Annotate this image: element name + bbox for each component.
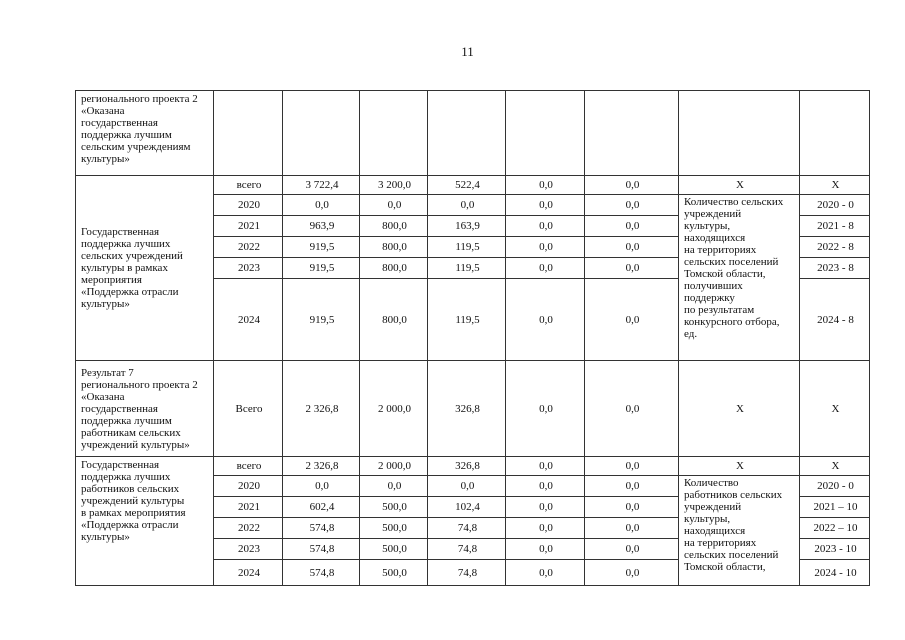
total-cell: 0,0 <box>283 476 360 497</box>
year-cell: всего <box>214 176 283 195</box>
other-cell: 0,0 <box>585 361 679 457</box>
other-cell: 0,0 <box>585 216 679 237</box>
regional-cell: 74,8 <box>428 518 506 539</box>
indicator-cell: X <box>679 457 800 476</box>
federal-cell: 800,0 <box>360 237 428 258</box>
table-row <box>76 91 870 176</box>
federal-cell: 800,0 <box>360 279 428 361</box>
local-cell: 0,0 <box>506 279 585 361</box>
federal-cell: 2 000,0 <box>360 457 428 476</box>
local-cell: 0,0 <box>506 176 585 195</box>
year-cell: Всего <box>214 361 283 457</box>
indicator-cell: X <box>679 361 800 457</box>
other-cell: 0,0 <box>585 457 679 476</box>
total-cell: 919,5 <box>283 237 360 258</box>
regional-cell: 0,0 <box>428 476 506 497</box>
target-cell: 2020 - 0 <box>800 476 870 497</box>
regional-cell: 522,4 <box>428 176 506 195</box>
indicator-cell: X <box>679 176 800 195</box>
year-cell: 2021 <box>214 497 283 518</box>
other-cell: 0,0 <box>585 497 679 518</box>
table-row <box>76 176 870 195</box>
total-cell: 2 326,8 <box>283 361 360 457</box>
total-cell: 2 326,8 <box>283 457 360 476</box>
page-number: 11 <box>461 44 474 59</box>
local-cell: 0,0 <box>506 539 585 560</box>
federal-cell: 800,0 <box>360 216 428 237</box>
measure-name-cell: Государственная поддержка лучших сельских учреждений культуры в рамках мероприятия «Поддержка отрасли культуры» <box>76 176 214 361</box>
target-cell: 2023 - 10 <box>800 539 870 560</box>
indicator-description-cell: Количество работников сельских учреждений культуры, находящихся на территориях сельских поселений Томской области, <box>679 476 800 586</box>
other-cell: 0,0 <box>585 237 679 258</box>
target-cell: 2022 - 8 <box>800 237 870 258</box>
year-cell: 2022 <box>214 237 283 258</box>
federal-cell: 500,0 <box>360 560 428 586</box>
other-cell: 0,0 <box>585 560 679 586</box>
target-cell: X <box>800 361 870 457</box>
target-cell: 2020 - 0 <box>800 195 870 216</box>
local-cell: 0,0 <box>506 560 585 586</box>
total-cell: 0,0 <box>283 195 360 216</box>
federal-cell: 500,0 <box>360 497 428 518</box>
target-cell: 2024 - 8 <box>800 279 870 361</box>
regional-cell: 326,8 <box>428 457 506 476</box>
year-cell: 2020 <box>214 195 283 216</box>
regional-cell: 0,0 <box>428 195 506 216</box>
empty-cell <box>214 91 283 176</box>
year-cell: 2022 <box>214 518 283 539</box>
local-cell: 0,0 <box>506 518 585 539</box>
regional-cell: 326,8 <box>428 361 506 457</box>
measure-name-cell: Государственная поддержка лучших работников сельских учреждений культуры в рамках мероприятия «Поддержка отрасли культуры» <box>76 457 214 586</box>
target-cell: X <box>800 457 870 476</box>
local-cell: 0,0 <box>506 258 585 279</box>
regional-cell: 74,8 <box>428 539 506 560</box>
federal-cell: 800,0 <box>360 258 428 279</box>
federal-cell: 500,0 <box>360 539 428 560</box>
total-cell: 574,8 <box>283 518 360 539</box>
federal-cell: 0,0 <box>360 195 428 216</box>
empty-cell <box>800 91 870 176</box>
target-cell: 2022 – 10 <box>800 518 870 539</box>
total-cell: 919,5 <box>283 279 360 361</box>
federal-cell: 0,0 <box>360 476 428 497</box>
other-cell: 0,0 <box>585 195 679 216</box>
other-cell: 0,0 <box>585 176 679 195</box>
project-name-cell: регионального проекта 2 «Оказана государственная поддержка лучшим сельским учреждениям культуры» <box>76 91 214 176</box>
other-cell: 0,0 <box>585 539 679 560</box>
local-cell: 0,0 <box>506 361 585 457</box>
empty-cell <box>679 91 800 176</box>
year-cell: 2020 <box>214 476 283 497</box>
federal-cell: 2 000,0 <box>360 361 428 457</box>
year-cell: 2021 <box>214 216 283 237</box>
budget-table <box>75 90 870 586</box>
table-row <box>76 457 870 476</box>
other-cell: 0,0 <box>585 476 679 497</box>
total-cell: 602,4 <box>283 497 360 518</box>
total-cell: 963,9 <box>283 216 360 237</box>
regional-cell: 119,5 <box>428 237 506 258</box>
empty-cell <box>428 91 506 176</box>
target-cell: 2024 - 10 <box>800 560 870 586</box>
federal-cell: 3 200,0 <box>360 176 428 195</box>
regional-cell: 163,9 <box>428 216 506 237</box>
year-cell: 2023 <box>214 539 283 560</box>
local-cell: 0,0 <box>506 476 585 497</box>
total-cell: 574,8 <box>283 560 360 586</box>
year-cell: 2023 <box>214 258 283 279</box>
total-cell: 3 722,4 <box>283 176 360 195</box>
target-cell: X <box>800 176 870 195</box>
empty-cell <box>585 91 679 176</box>
other-cell: 0,0 <box>585 518 679 539</box>
indicator-description-cell: Количество сельских учреждений культуры, находящихся на территориях сельских поселений Томской области, получивших поддержку по результатам конкурсного отбора, ед. <box>679 195 800 361</box>
local-cell: 0,0 <box>506 216 585 237</box>
regional-cell: 74,8 <box>428 560 506 586</box>
empty-cell <box>360 91 428 176</box>
target-cell: 2021 - 8 <box>800 216 870 237</box>
target-cell: 2023 - 8 <box>800 258 870 279</box>
year-cell: 2024 <box>214 279 283 361</box>
table-row <box>76 361 870 457</box>
other-cell: 0,0 <box>585 258 679 279</box>
other-cell: 0,0 <box>585 279 679 361</box>
local-cell: 0,0 <box>506 195 585 216</box>
empty-cell <box>283 91 360 176</box>
local-cell: 0,0 <box>506 457 585 476</box>
regional-cell: 119,5 <box>428 258 506 279</box>
regional-cell: 119,5 <box>428 279 506 361</box>
federal-cell: 500,0 <box>360 518 428 539</box>
local-cell: 0,0 <box>506 497 585 518</box>
empty-cell <box>506 91 585 176</box>
year-cell: 2024 <box>214 560 283 586</box>
total-cell: 574,8 <box>283 539 360 560</box>
result-name-cell: Результат 7 регионального проекта 2 «Оказана государственная поддержка лучшим работникам сельских учреждений культуры» <box>76 361 214 457</box>
regional-cell: 102,4 <box>428 497 506 518</box>
year-cell: всего <box>214 457 283 476</box>
target-cell: 2021 – 10 <box>800 497 870 518</box>
local-cell: 0,0 <box>506 237 585 258</box>
total-cell: 919,5 <box>283 258 360 279</box>
